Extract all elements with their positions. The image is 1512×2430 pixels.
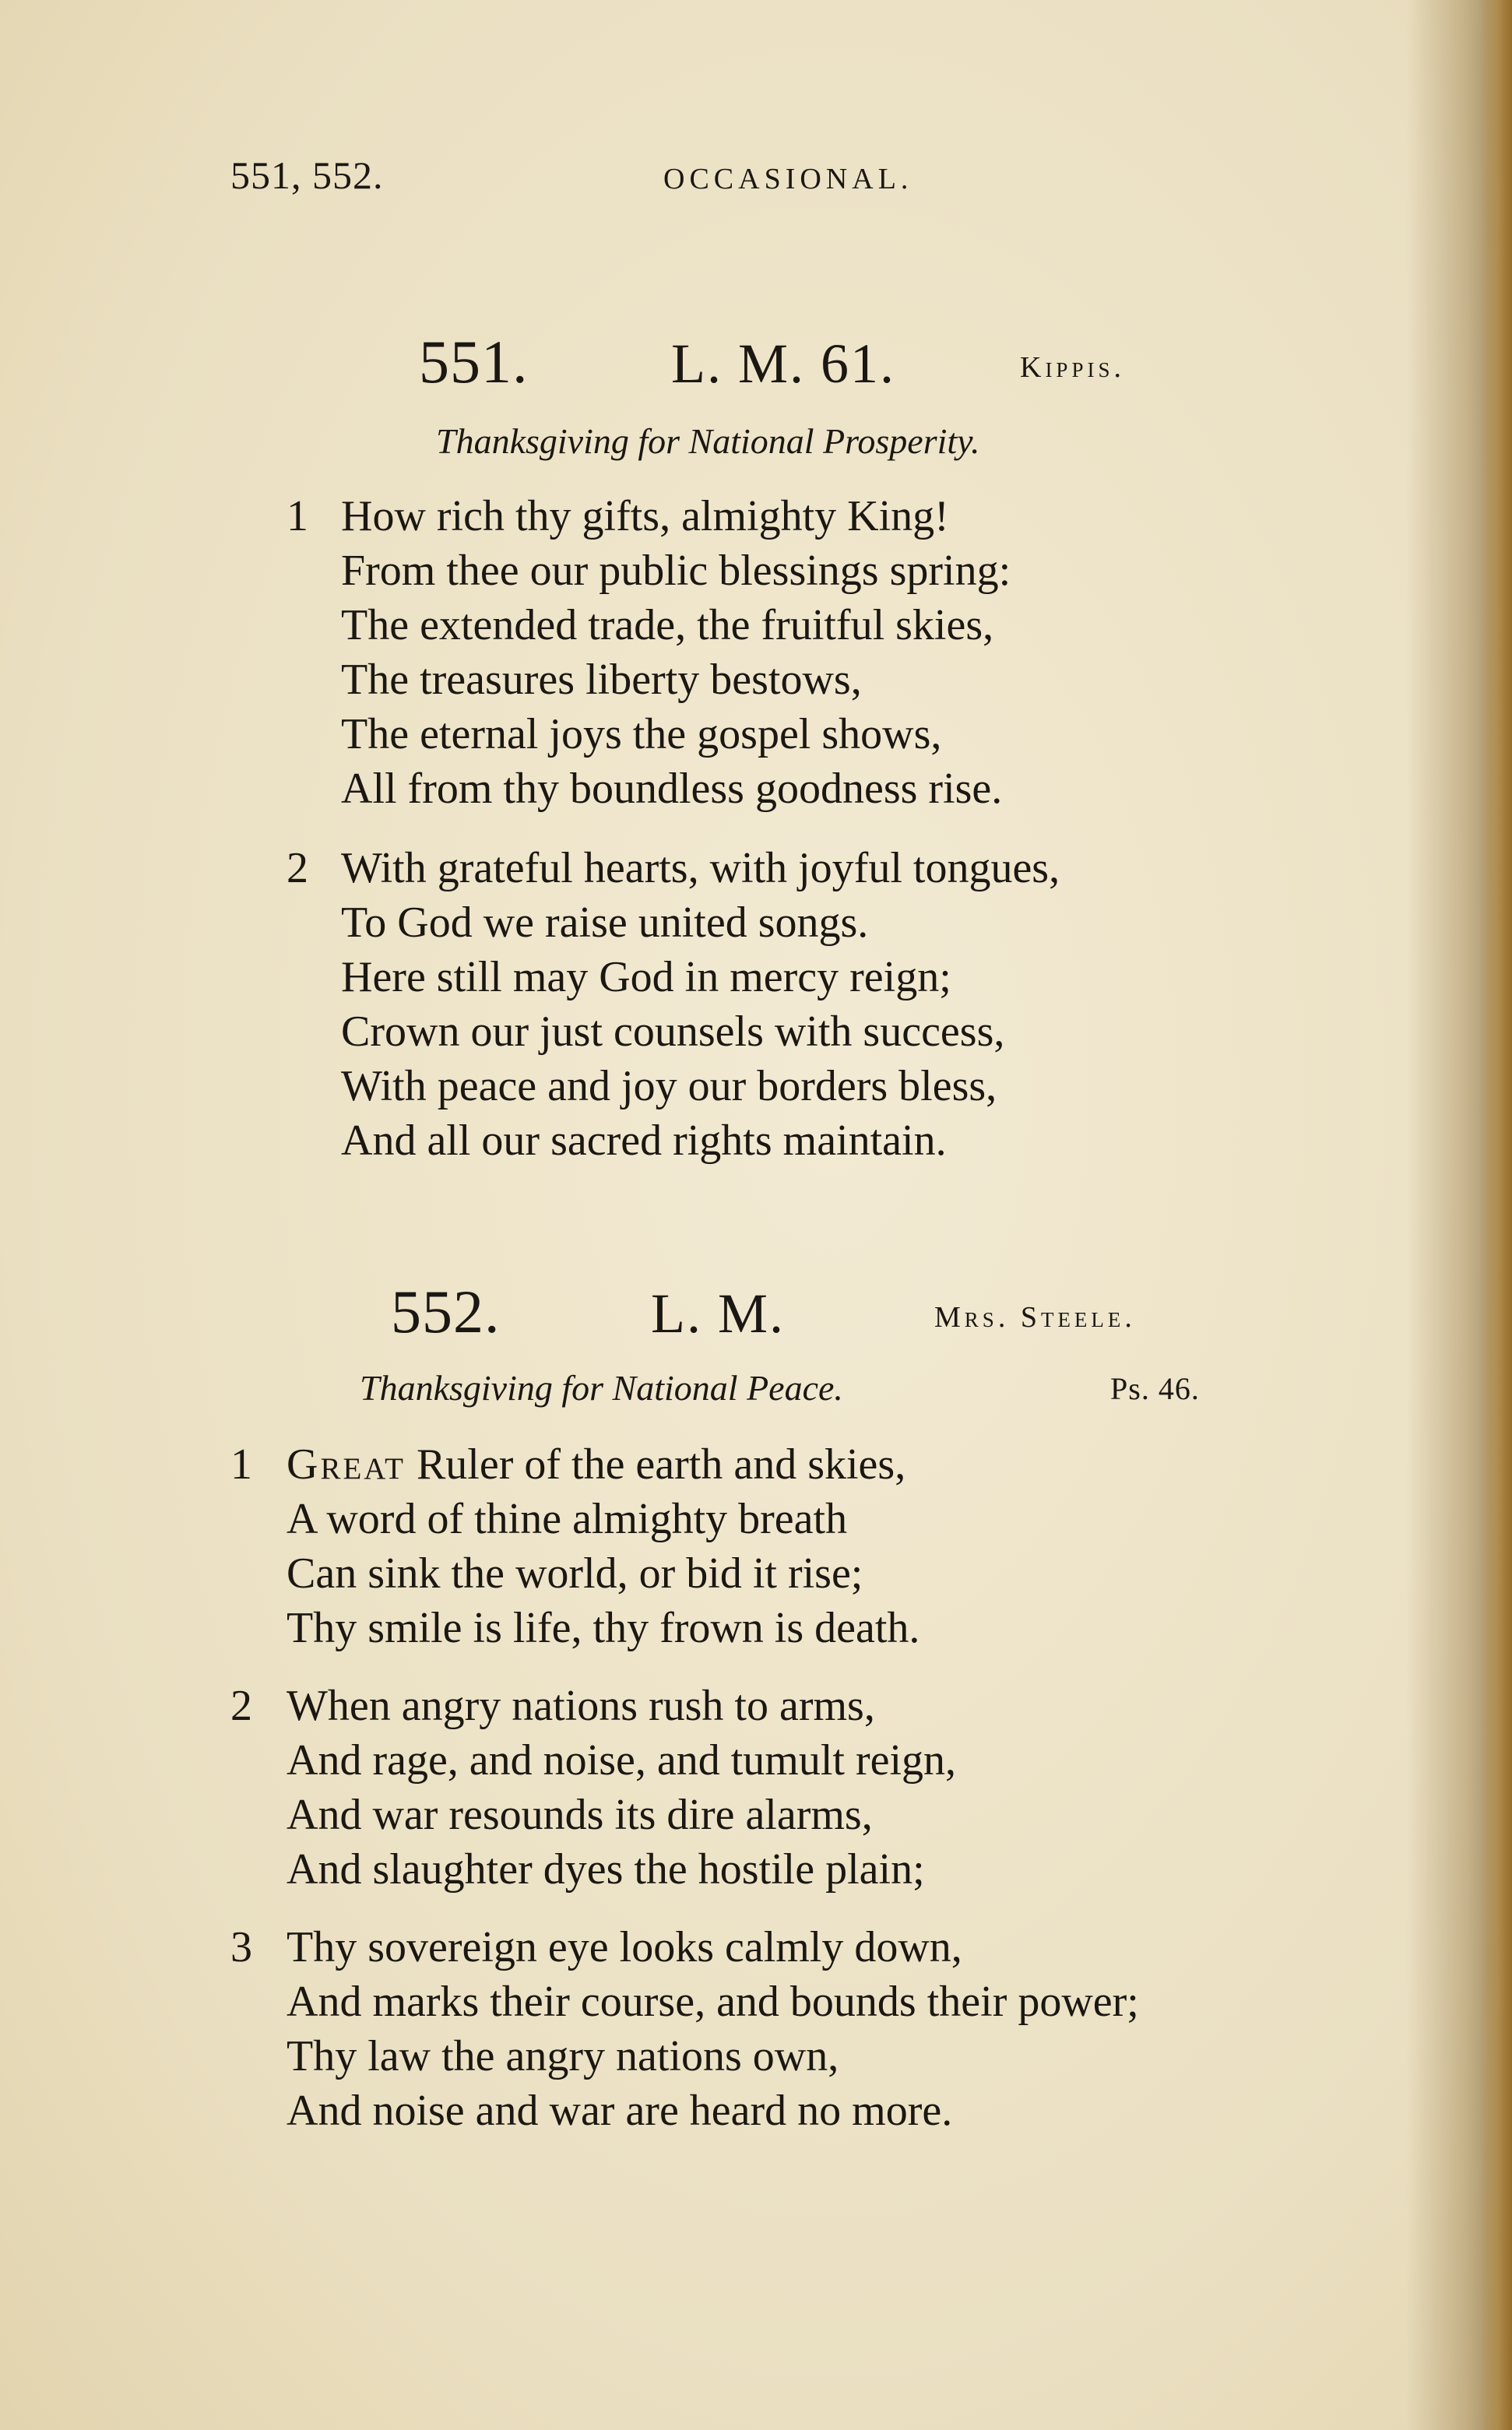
verse-line: When angry nations rush to arms, [287, 1682, 875, 1730]
page-numbers: 551, 552. [230, 153, 384, 197]
verse-line: And all our sacred rights maintain. [341, 1117, 947, 1165]
verse-line: With peace and joy our borders bless, [341, 1062, 997, 1110]
verse-line: How rich thy gifts, almighty King! [341, 492, 949, 540]
hymn-552-number: 552. [391, 1278, 501, 1345]
verse-line: With grateful hearts, with joyful tongues, [341, 844, 1060, 892]
verse-line: Can sink the world, or bid it rise; [287, 1549, 863, 1598]
verse-line: And slaughter dyes the hostile plain; [287, 1845, 925, 1894]
verse-line: To God we raise united songs. [341, 899, 869, 947]
verse-number: 2 [230, 1682, 252, 1730]
hymn-552-verse-2 [230, 1679, 1398, 1897]
hymn-552-verse-1 [230, 1437, 1398, 1655]
verse-line: Thy smile is life, thy frown is death. [287, 1604, 920, 1652]
hymn-552-verse-3 [230, 1920, 1445, 2138]
hymn-551-subtitle: Thanksgiving for National Prosperity. [436, 421, 980, 461]
verse-number: 3 [230, 1923, 252, 1971]
hymn-551-verse-1 [287, 489, 1299, 816]
section-title: OCCASIONAL. [663, 163, 913, 195]
hymn-552-meter: L. M. [651, 1282, 785, 1345]
verse-number: 2 [287, 844, 308, 892]
verse-line: And marks their course, and bounds their power; [287, 1978, 1139, 2026]
hymn-551-meter: L. M. 61. [671, 332, 895, 395]
verse-line: From thee our public blessings spring: [341, 547, 1011, 595]
verse-line: A word of thine almighty breath [287, 1495, 848, 1543]
hymn-551-verse-2 [287, 841, 1299, 1168]
verse-line: The extended trade, the fruitful skies, [341, 601, 994, 649]
verse-line: Here still may God in mercy reign; [341, 953, 951, 1001]
verse-line: The treasures liberty bestows, [341, 656, 862, 704]
page-edge-shadow [1479, 0, 1512, 2430]
verse-line: And war resounds its dire alarms, [287, 1791, 873, 1839]
verse-line-rest: Ruler of the earth and skies, [405, 1440, 906, 1489]
hymn-551-author: Kippis. [1020, 351, 1125, 384]
verse-lead-word: Great [287, 1440, 406, 1489]
verse-line: The eternal joys the gospel shows, [341, 710, 942, 758]
hymn-552-subtitle: Thanksgiving for National Peace. [360, 1368, 843, 1408]
verse-line: Thy law the angry nations own, [287, 2032, 839, 2080]
hymn-552-author: Mrs. Steele. [934, 1301, 1136, 1334]
verse-line: And rage, and noise, and tumult reign, [287, 1736, 957, 1785]
verse-number: 1 [230, 1440, 252, 1489]
verse-line [287, 1437, 920, 1492]
verse-line: Crown our just counsels with success, [341, 1008, 1005, 1056]
verse-number: 1 [287, 492, 308, 540]
hymn-552-reference: Ps. 46. [1110, 1371, 1200, 1406]
verse-line: Thy sovereign eye looks calmly down, [287, 1923, 962, 1971]
hymn-551-number: 551. [419, 328, 529, 396]
verse-line: All from thy boundless goodness rise. [341, 765, 1003, 813]
verse-line: And noise and war are heard no more. [287, 2087, 953, 2135]
